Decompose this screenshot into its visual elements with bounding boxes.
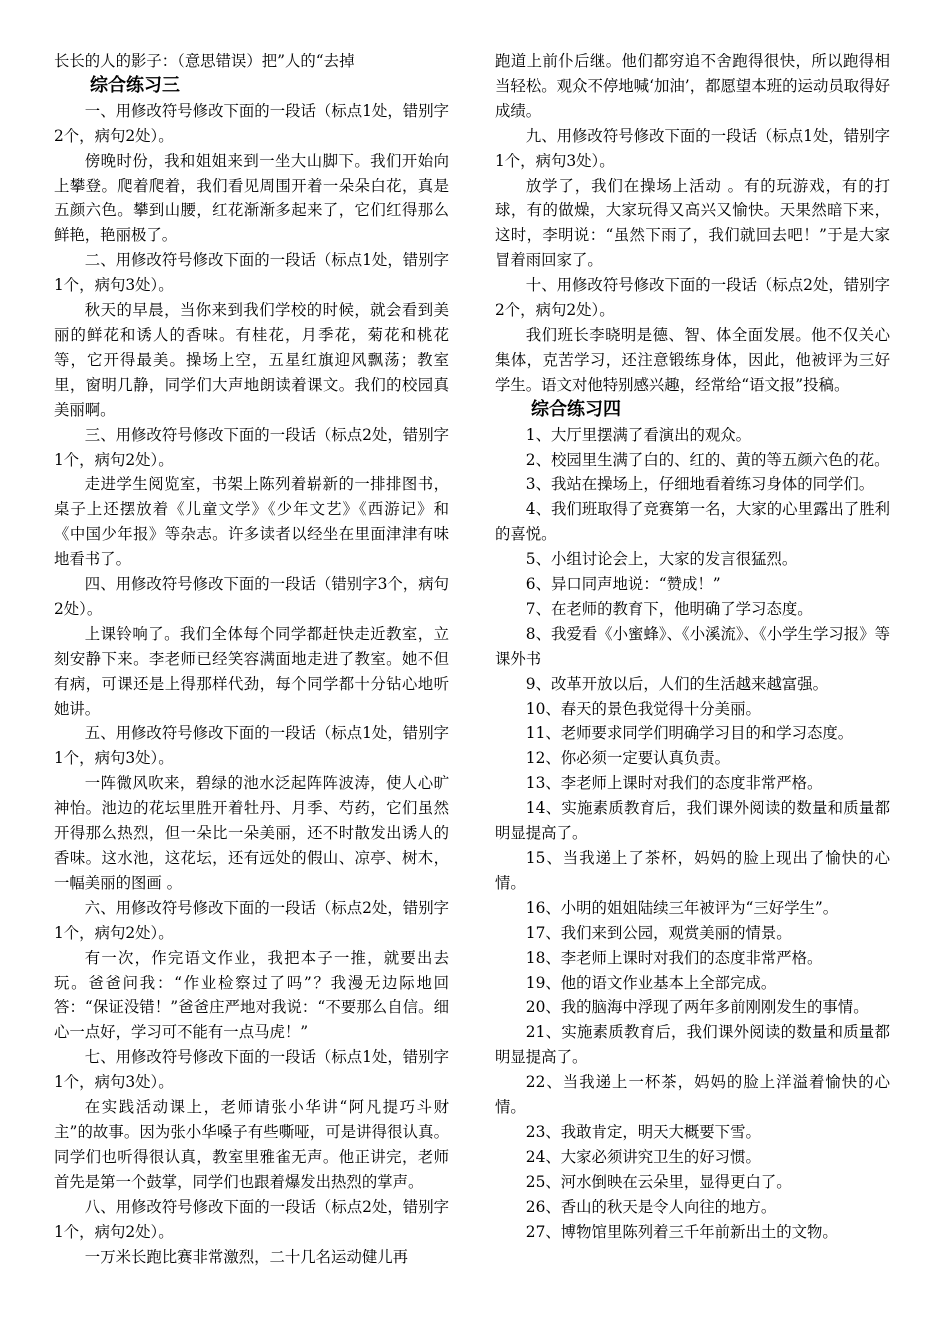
section-heading: 综合练习四 [531, 398, 622, 420]
paragraph: 26、香山的秋天是令人向往的地方。 [525, 1197, 777, 1216]
paragraph: 20、我的脑海中浮现了两年多前刚刚发生的事情。 [525, 998, 869, 1017]
paragraph: 18、李老师上课时对我们的态度非常严格。 [525, 948, 823, 967]
paragraph: 1、大厅里摆满了看演出的观众。 [525, 425, 752, 444]
paragraph: 我们班长李晓明是德、智、体全面发展。他不仅关心集体，克苦学习，还注意锻练身体，因此，他被评为三好学生。语文对他特别感兴趣，经常给“语文报”投稿。 [495, 325, 890, 394]
paragraph: 四、用修改符号修改下面的一段话（错别字3个，病句2处）。 [54, 575, 449, 618]
paragraph: 22、当我递上一杯茶，妈妈的脸上洋溢着愉快的心情。 [495, 1073, 890, 1117]
paragraph: 9、改革开放以后，人们的生活越来越富强。 [525, 674, 829, 693]
paragraph: 有一次，作完语文作业，我把本子一推，就要出去玩。爸爸问我：“作业检察过了吗”？我漫无边际地回答：“保证没错！”爸爸庄严地对我说：“不要那么自信。细心一点好，学习可不能有一点马虎！” [54, 948, 449, 1042]
left-column [54, 49, 449, 1269]
paragraph: 7、在老师的教育下，他明确了学习态度。 [525, 599, 813, 618]
paragraph: 3、我站在操场上，仔细地看着练习身体的同学们。 [525, 475, 875, 494]
paragraph: 24、大家必须讲究卫生的好习惯。 [525, 1147, 761, 1166]
paragraph: 12、你必须一定要认真负责。 [525, 749, 731, 768]
paragraph: 2、校园里生满了白的、红的、黄的等五颜六色的花。 [525, 450, 890, 469]
paragraph: 15、当我递上了茶杯，妈妈的脸上现出了愉快的心情。 [495, 849, 890, 892]
paragraph: 十、用修改符号修改下面的一段话（标点2处，错别字2个，病句2处）。 [495, 276, 890, 320]
paragraph: 在实践活动课上，老师请张小华讲“阿凡提巧斗财主”的故事。因为张小华嗓子有些嘶哑，可是讲得很认真。同学们也听得很认真，教室里雅雀无声。他正讲完，老师首先是第一个鼓掌，同学们也跟着爆发出热烈的掌声。 [54, 1098, 449, 1191]
paragraph: 21、实施素质教育后，我们课外阅读的数量和质量都明显提高了。 [495, 1023, 890, 1067]
paragraph: 19、他的语文作业基本上全部完成。 [525, 973, 777, 992]
paragraph: 10、春天的景色我觉得十分美丽。 [525, 699, 761, 718]
paragraph: 放学了，我们在操场上活动 。有的玩游戏，有的打球，有的做燥，大家玩得又高兴又愉快。天果然暗下来，这时，李明说：“虽然下雨了，我们就回去吧！”于是大家冒着雨回家了。 [495, 176, 890, 270]
paragraph: 七、用修改符号修改下面的一段话（标点1处，错别字1个，病句3处）。 [54, 1048, 449, 1092]
paragraph: 一阵微风吹来，碧绿的池水泛起阵阵波涛，使人心旷神怡。池边的花坛里胜开着牡丹、月季、芍药，它们虽然开得那么热烈，但一朵比一朵美丽，还不时散发出诱人的香味。这水池，这花坛，还有远处的假山、凉亭、树木，一幅美丽的图画 。 [54, 774, 449, 892]
paragraph: 5、小组讨论会上，大家的发言很猛烈。 [525, 550, 798, 569]
paragraph: 8、我爱看《小蜜蜂》、《小溪流》、《小学生学习报》等课外书 [495, 624, 890, 668]
paragraph: 一、用修改符号修改下面的一段话（标点1处，错别字2个，病句2处）。 [54, 101, 449, 145]
paragraph: 25、河水倒映在云朵里，显得更白了。 [525, 1172, 792, 1191]
paragraph: 一万米长跑比赛非常激烈，二十几名运动健儿再 [84, 1247, 409, 1266]
paragraph: 五、用修改符号修改下面的一段话（标点1处，错别字1个，病句3处）。 [54, 724, 449, 768]
paragraph: 八、用修改符号修改下面的一段话（标点2处，错别字1个，病句2处）。 [54, 1197, 449, 1241]
paragraph: 长长的人的影子：（意思错误）把”人的“去掉 [54, 52, 355, 70]
paragraph: 14、实施素质教育后，我们课外阅读的数量和质量都明显提高了。 [495, 799, 890, 843]
paragraph: 秋天的早晨，当你来到我们学校的时候，就会看到美丽的鲜花和诱人的香味。有桂花，月季花，菊花和桃花等，它开得最美。操场上空，五星红旗迎风飘荡；教室里，窗明几静，同学们大声地朗读着课文。我们的校园真美丽啊。 [54, 301, 449, 419]
paragraph: 九、用修改符号修改下面的一段话（标点1处，错别字1个，病句3处）。 [495, 126, 890, 170]
paragraph: 跑道上前仆后继。他们都穷追不舍跑得很快，所以跑得相当轻松。观众不停地喊‘加油’，都愿望本班的运动员取得好成绩。 [495, 52, 890, 120]
paragraph: 三、用修改符号修改下面的一段话（标点2处，错别字1个，病句2处）。 [54, 425, 449, 469]
paragraph: 6、异口同声地说：“赞成！” [525, 575, 721, 594]
paragraph: 二、用修改符号修改下面的一段话（标点1处，错别字1个，病句3处）。 [54, 251, 449, 295]
paragraph: 傍晚时份，我和姐姐来到一坐大山脚下。我们开始向上攀登。爬着爬着，我们看见周围开着一朵朵白花，真是五颜六色。攀到山腰，红花渐渐多起来了，它们红得那么鲜艳，艳丽极了。 [54, 151, 449, 245]
paragraph: 27、博物馆里陈列着三千年前新出土的文物。 [525, 1222, 838, 1241]
section-heading: 综合练习三 [90, 74, 181, 96]
paragraph: 走进学生阅览室，书架上陈列着崭新的一排排图书，桌子上还摆放着《儿童文学》《少年文艺》《西游记》和《中国少年报》等杂志。许多读者以经坐在里面津津有味地看书了。 [54, 475, 449, 569]
right-column [495, 49, 890, 1245]
paragraph: 23、我敢肯定，明天大概要下雪。 [525, 1122, 761, 1141]
paragraph: 4、我们班取得了竞赛第一名，大家的心里露出了胜利的喜悦。 [495, 500, 890, 544]
paragraph: 17、我们来到公园，观赏美丽的情景。 [525, 923, 792, 942]
paragraph: 13、李老师上课时对我们的态度非常严格。 [525, 774, 823, 793]
paragraph: 上课铃响了。我们全体每个同学都赶快走近教室，立刻安静下来。李老师已经笑容满面地走进了教室。她不但有病，可课还是上得那样代劲，每个同学都十分钻心地听她讲。 [54, 624, 449, 718]
paragraph: 16、小明的姐姐陆续三年被评为“三好学生”。 [525, 898, 839, 917]
paragraph: 六、用修改符号修改下面的一段话（标点2处，错别字1个，病句2处）。 [54, 898, 449, 942]
paragraph: 11、老师要求同学们明确学习目的和学习态度。 [525, 724, 854, 743]
